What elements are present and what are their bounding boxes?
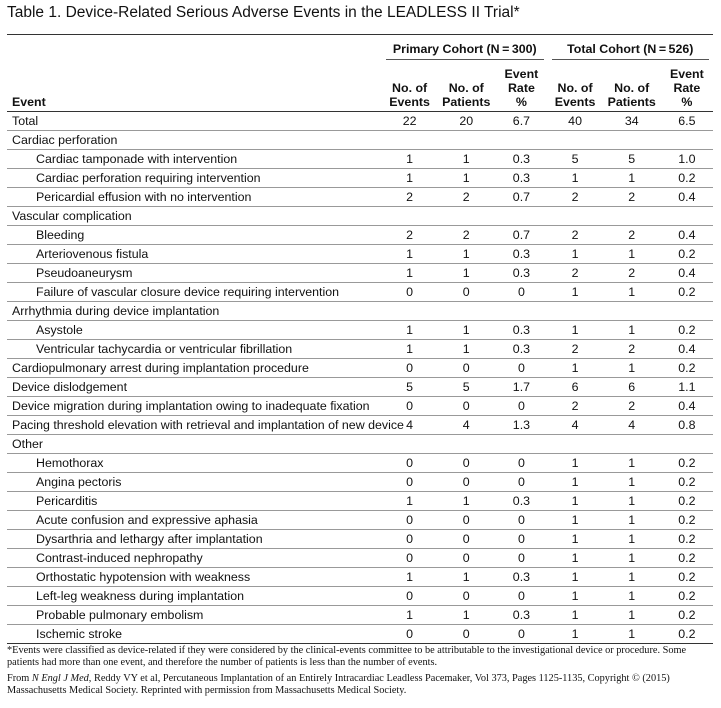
event-label: Ischemic stroke — [36, 627, 123, 641]
table-row — [7, 188, 713, 207]
primary-events-cell — [382, 131, 437, 150]
event-label: Cardiopulmonary arrest during implantation procedure — [12, 361, 309, 375]
primary-events-header: No. of Events — [389, 81, 430, 109]
total-rate-cell: 1.0 — [678, 152, 696, 166]
primary-cohort-label: Primary Cohort (N = 300) — [386, 42, 543, 60]
primary-events-cell: 1 — [406, 494, 414, 508]
total-rate-cell: 0.2 — [678, 456, 696, 470]
total-cohort-header — [548, 35, 714, 63]
event-label: Pericarditis — [36, 494, 98, 508]
total-events-cell: 1 — [571, 475, 579, 489]
event-label: Asystole — [36, 323, 83, 337]
primary-events-cell: 1 — [406, 266, 414, 280]
primary-patients-cell: 1 — [462, 171, 470, 185]
event-label: Angina pectoris — [36, 475, 122, 489]
primary-events-cell: 1 — [406, 171, 414, 185]
primary-events-cell: 22 — [402, 114, 417, 128]
total-events-cell: 1 — [571, 494, 579, 508]
total-rate-cell: 0.2 — [678, 285, 696, 299]
primary-events-cell: 1 — [406, 342, 414, 356]
primary-patients-cell: 5 — [462, 380, 470, 394]
total-patients-cell: 1 — [628, 171, 636, 185]
event-column-header: Event — [12, 95, 46, 109]
total-events-cell: 1 — [571, 171, 579, 185]
primary-patients-cell — [437, 207, 495, 226]
source-citation: From N Engl J Med, Reddy VY et al, Percutaneous Implantation of an Entirely Intracardiac Leadless Pacemaker, Vol 373, Pages 1125-1135, Copyright © (2015) Massachusetts Medical Society. Reprinted with permission from Massachusetts Medical Society. — [7, 673, 670, 696]
primary-events-cell: 0 — [406, 551, 414, 565]
event-label: Total — [12, 114, 39, 128]
table-row — [7, 530, 713, 549]
total-rate-cell: 0.4 — [678, 399, 696, 413]
primary-rate-header: Event Rate % — [504, 67, 539, 109]
primary-rate-cell: 0 — [517, 285, 525, 299]
journal-name: N Engl J Med — [31, 673, 89, 684]
total-patients-cell: 1 — [628, 627, 636, 641]
total-patients-cell: 1 — [628, 494, 636, 508]
table-row — [7, 625, 713, 644]
primary-rate-cell: 0 — [517, 589, 525, 603]
primary-rate-cell: 0.3 — [512, 570, 531, 584]
total-patients-cell: 2 — [628, 228, 636, 242]
table-row — [7, 264, 713, 283]
total-events-header: No. of Events — [554, 81, 596, 109]
table-row — [7, 245, 713, 264]
table-body — [7, 112, 713, 644]
total-events-cell: 4 — [571, 418, 579, 432]
total-events-cell: 40 — [568, 114, 582, 128]
primary-patients-cell: 1 — [462, 342, 470, 356]
primary-rate-cell: 0.3 — [512, 152, 531, 166]
primary-rate-cell: 6.7 — [512, 114, 531, 128]
primary-events-cell: 1 — [406, 247, 414, 261]
total-events-cell: 2 — [571, 266, 579, 280]
total-rate-cell — [661, 302, 713, 321]
event-label: Cardiac perforation requiring intervention — [36, 171, 261, 185]
event-label: Device dislodgement — [12, 380, 128, 394]
table-row — [7, 321, 713, 340]
primary-patients-cell — [437, 435, 495, 454]
primary-patients-cell: 20 — [459, 114, 474, 128]
primary-events-cell: 1 — [406, 608, 414, 622]
event-label: Other — [12, 437, 43, 451]
adverse-events-table — [7, 34, 713, 644]
primary-events-cell — [382, 302, 437, 321]
primary-cohort-header — [382, 35, 547, 63]
total-rate-cell: 0.4 — [678, 266, 696, 280]
primary-patients-cell — [437, 302, 495, 321]
total-events-cell — [548, 302, 603, 321]
table-row — [7, 169, 713, 188]
event-label: Cardiac perforation — [12, 133, 118, 147]
primary-rate-cell: 0.7 — [512, 228, 531, 242]
total-patients-cell: 2 — [628, 190, 636, 204]
primary-events-cell: 0 — [406, 399, 414, 413]
event-label: Probable pulmonary embolism — [36, 608, 204, 622]
total-rate-cell: 0.2 — [678, 494, 696, 508]
primary-rate-cell: 0 — [517, 532, 525, 546]
total-patients-cell: 2 — [628, 399, 636, 413]
total-events-cell: 1 — [571, 247, 579, 261]
total-rate-cell: 0.2 — [678, 475, 696, 489]
primary-rate-cell: 1.7 — [512, 380, 531, 394]
primary-events-cell: 0 — [406, 361, 414, 375]
event-label: Ventricular tachycardia or ventricular fibrillation — [36, 342, 293, 356]
primary-events-cell: 1 — [406, 152, 414, 166]
primary-patients-cell: 0 — [462, 589, 470, 603]
primary-patients-cell: 0 — [462, 475, 470, 489]
primary-events-cell — [382, 207, 437, 226]
total-rate-cell: 0.2 — [678, 247, 696, 261]
primary-patients-cell: 0 — [462, 399, 470, 413]
primary-events-cell: 1 — [406, 570, 414, 584]
primary-patients-cell — [437, 131, 495, 150]
table-row — [7, 473, 713, 492]
total-rate-cell: 0.4 — [678, 342, 696, 356]
primary-patients-cell: 0 — [462, 361, 470, 375]
total-events-cell: 1 — [571, 513, 579, 527]
primary-patients-cell: 2 — [462, 228, 470, 242]
table-row — [7, 207, 713, 226]
event-label: Contrast-induced nephropathy — [36, 551, 203, 565]
total-rate-cell: 0.2 — [678, 627, 696, 641]
header-spacer — [7, 35, 382, 63]
table-row — [7, 397, 713, 416]
total-events-cell: 2 — [571, 342, 579, 356]
table-row — [7, 150, 713, 169]
table-row — [7, 454, 713, 473]
total-events-cell: 5 — [571, 152, 579, 166]
event-label: Arrhythmia during device implantation — [12, 304, 220, 318]
primary-patients-cell: 0 — [462, 551, 470, 565]
table-row — [7, 112, 713, 131]
total-patients-cell — [603, 207, 661, 226]
total-events-cell: 2 — [571, 399, 579, 413]
table-row — [7, 492, 713, 511]
primary-events-cell: 0 — [406, 456, 414, 470]
primary-patients-header: No. of Patients — [442, 81, 491, 109]
table-row — [7, 511, 713, 530]
total-events-cell: 1 — [571, 323, 579, 337]
primary-events-cell: 4 — [406, 418, 414, 432]
total-rate-cell — [661, 207, 713, 226]
total-events-cell: 1 — [571, 361, 579, 375]
primary-patients-cell: 1 — [462, 494, 470, 508]
total-patients-cell: 1 — [628, 532, 636, 546]
primary-patients-cell: 1 — [462, 152, 470, 166]
table-row — [7, 378, 713, 397]
total-patients-cell: 6 — [628, 380, 636, 394]
total-patients-cell: 1 — [628, 551, 636, 565]
primary-rate-cell: 0.7 — [512, 190, 531, 204]
primary-patients-cell: 0 — [462, 456, 470, 470]
primary-events-cell: 0 — [406, 589, 414, 603]
primary-patients-cell: 0 — [462, 532, 470, 546]
total-events-cell: 1 — [571, 627, 579, 641]
primary-patients-cell: 2 — [462, 190, 470, 204]
primary-rate-cell — [495, 207, 547, 226]
primary-rate-cell: 0 — [517, 513, 525, 527]
table-row — [7, 568, 713, 587]
primary-events-cell: 0 — [406, 532, 414, 546]
total-patients-cell: 4 — [628, 418, 636, 432]
total-patients-cell: 1 — [628, 608, 636, 622]
primary-rate-cell: 0.3 — [512, 266, 531, 280]
primary-patients-cell: 1 — [462, 323, 470, 337]
total-rate-cell: 6.5 — [678, 114, 696, 128]
primary-patients-cell: 1 — [462, 608, 470, 622]
table-row — [7, 606, 713, 625]
primary-events-cell: 1 — [406, 323, 414, 337]
primary-rate-cell: 0.3 — [512, 494, 531, 508]
primary-rate-cell: 0 — [517, 456, 525, 470]
primary-events-cell: 2 — [406, 190, 414, 204]
total-rate-cell: 0.2 — [678, 532, 696, 546]
table-row — [7, 340, 713, 359]
primary-patients-cell: 0 — [462, 627, 470, 641]
primary-rate-cell: 0.3 — [512, 171, 531, 185]
total-rate-cell: 0.4 — [678, 228, 696, 242]
primary-events-cell — [382, 435, 437, 454]
table-row — [7, 359, 713, 378]
event-label: Orthostatic hypotension with weakness — [36, 570, 251, 584]
primary-events-cell: 2 — [406, 228, 414, 242]
total-rate-cell: 0.2 — [678, 171, 696, 185]
primary-patients-cell: 1 — [462, 570, 470, 584]
primary-rate-cell — [495, 131, 547, 150]
table-title: Table 1. Device-Related Serious Adverse Events in the LEADLESS II Trial* — [7, 4, 520, 21]
total-patients-cell: 1 — [628, 323, 636, 337]
total-rate-cell: 1.1 — [678, 380, 696, 394]
primary-events-cell: 0 — [406, 627, 414, 641]
total-patients-cell — [603, 131, 661, 150]
primary-patients-cell: 4 — [462, 418, 470, 432]
total-events-cell: 1 — [571, 456, 579, 470]
table-row — [7, 302, 713, 321]
total-patients-cell: 1 — [628, 285, 636, 299]
event-label: Left-leg weakness during implantation — [36, 589, 245, 603]
primary-rate-cell: 0.3 — [512, 342, 531, 356]
total-events-cell — [548, 207, 603, 226]
primary-patients-cell: 0 — [462, 513, 470, 527]
primary-rate-cell: 0 — [517, 475, 525, 489]
primary-rate-cell: 0 — [517, 551, 525, 565]
total-events-cell: 1 — [571, 570, 579, 584]
primary-events-cell: 0 — [406, 285, 414, 299]
primary-rate-cell — [495, 302, 547, 321]
total-rate-cell: 0.8 — [678, 418, 696, 432]
primary-events-cell: 5 — [406, 380, 414, 394]
table-footnote: *Events were classified as device-related if they were considered by the clinical-events committee to be attributable to the investigational device or procedure. Some patients had more than one event, and therefore the number of patients is less than the number of events. — [7, 645, 687, 668]
event-label: Pericardial effusion with no intervention — [36, 190, 252, 204]
primary-events-cell: 0 — [406, 475, 414, 489]
event-label: Failure of vascular closure device requiring intervention — [36, 285, 340, 299]
event-label: Pacing threshold elevation with retrieval and implantation of new device — [12, 418, 404, 432]
event-label: Acute confusion and expressive aphasia — [36, 513, 258, 527]
event-label: Vascular complication — [12, 209, 132, 223]
primary-events-cell: 0 — [406, 513, 414, 527]
total-patients-cell — [603, 435, 661, 454]
total-patients-cell: 1 — [628, 456, 636, 470]
primary-rate-cell: 0 — [517, 361, 525, 375]
event-label: Dysarthria and lethargy after implantation — [36, 532, 263, 546]
primary-rate-cell: 0 — [517, 627, 525, 641]
total-patients-cell: 34 — [624, 114, 639, 128]
event-label: Pseudoaneurysm — [36, 266, 133, 280]
total-events-cell: 1 — [571, 589, 579, 603]
total-rate-cell: 0.2 — [678, 361, 696, 375]
group-header-row — [7, 35, 713, 63]
table-row — [7, 435, 713, 454]
total-rate-cell: 0.4 — [678, 190, 696, 204]
total-rate-cell: 0.2 — [678, 551, 696, 565]
primary-rate-cell: 0.3 — [512, 247, 531, 261]
primary-rate-cell: 0 — [517, 399, 525, 413]
total-patients-cell: 1 — [628, 589, 636, 603]
total-events-cell: 2 — [571, 228, 579, 242]
event-label: Hemothorax — [36, 456, 104, 470]
total-patients-cell: 1 — [628, 513, 636, 527]
total-rate-cell: 0.2 — [678, 570, 696, 584]
total-patients-cell: 5 — [628, 152, 636, 166]
event-label: Device migration during implantation owing to inadequate fixation — [12, 399, 370, 413]
total-patients-cell — [603, 302, 661, 321]
primary-patients-cell: 1 — [462, 247, 470, 261]
total-events-cell: 6 — [571, 380, 579, 394]
table-row — [7, 283, 713, 302]
total-rate-cell: 0.2 — [678, 323, 696, 337]
total-patients-cell: 2 — [628, 342, 636, 356]
total-rate-cell: 0.2 — [678, 608, 696, 622]
total-events-cell: 1 — [571, 532, 579, 546]
total-events-cell: 2 — [571, 190, 579, 204]
total-rate-cell — [661, 435, 713, 454]
table-row — [7, 416, 713, 435]
total-patients-cell: 1 — [628, 570, 636, 584]
event-label: Arteriovenous fistula — [36, 247, 149, 261]
column-header-row — [7, 62, 713, 112]
total-events-cell: 1 — [571, 551, 579, 565]
table-row — [7, 131, 713, 150]
total-rate-cell: 0.2 — [678, 513, 696, 527]
event-label: Cardiac tamponade with intervention — [36, 152, 238, 166]
total-events-cell: 1 — [571, 285, 579, 299]
total-rate-cell: 0.2 — [678, 589, 696, 603]
event-label: Bleeding — [36, 228, 85, 242]
total-patients-cell: 1 — [628, 361, 636, 375]
primary-patients-cell: 1 — [462, 266, 470, 280]
total-patients-header: No. of Patients — [607, 81, 656, 109]
total-events-cell: 1 — [571, 608, 579, 622]
total-events-cell — [548, 131, 603, 150]
total-events-cell — [548, 435, 603, 454]
primary-rate-cell — [495, 435, 547, 454]
total-patients-cell: 1 — [628, 247, 636, 261]
table-row — [7, 226, 713, 245]
primary-patients-cell: 0 — [462, 285, 470, 299]
table-row — [7, 549, 713, 568]
table-row — [7, 587, 713, 606]
total-cohort-label: Total Cohort (N = 526) — [552, 42, 710, 60]
total-patients-cell: 2 — [628, 266, 636, 280]
primary-rate-cell: 1.3 — [512, 418, 531, 432]
primary-rate-cell: 0.3 — [512, 323, 531, 337]
total-rate-cell — [661, 131, 713, 150]
total-patients-cell: 1 — [628, 475, 636, 489]
total-rate-header: Event Rate % — [670, 67, 704, 109]
primary-rate-cell: 0.3 — [512, 608, 531, 622]
